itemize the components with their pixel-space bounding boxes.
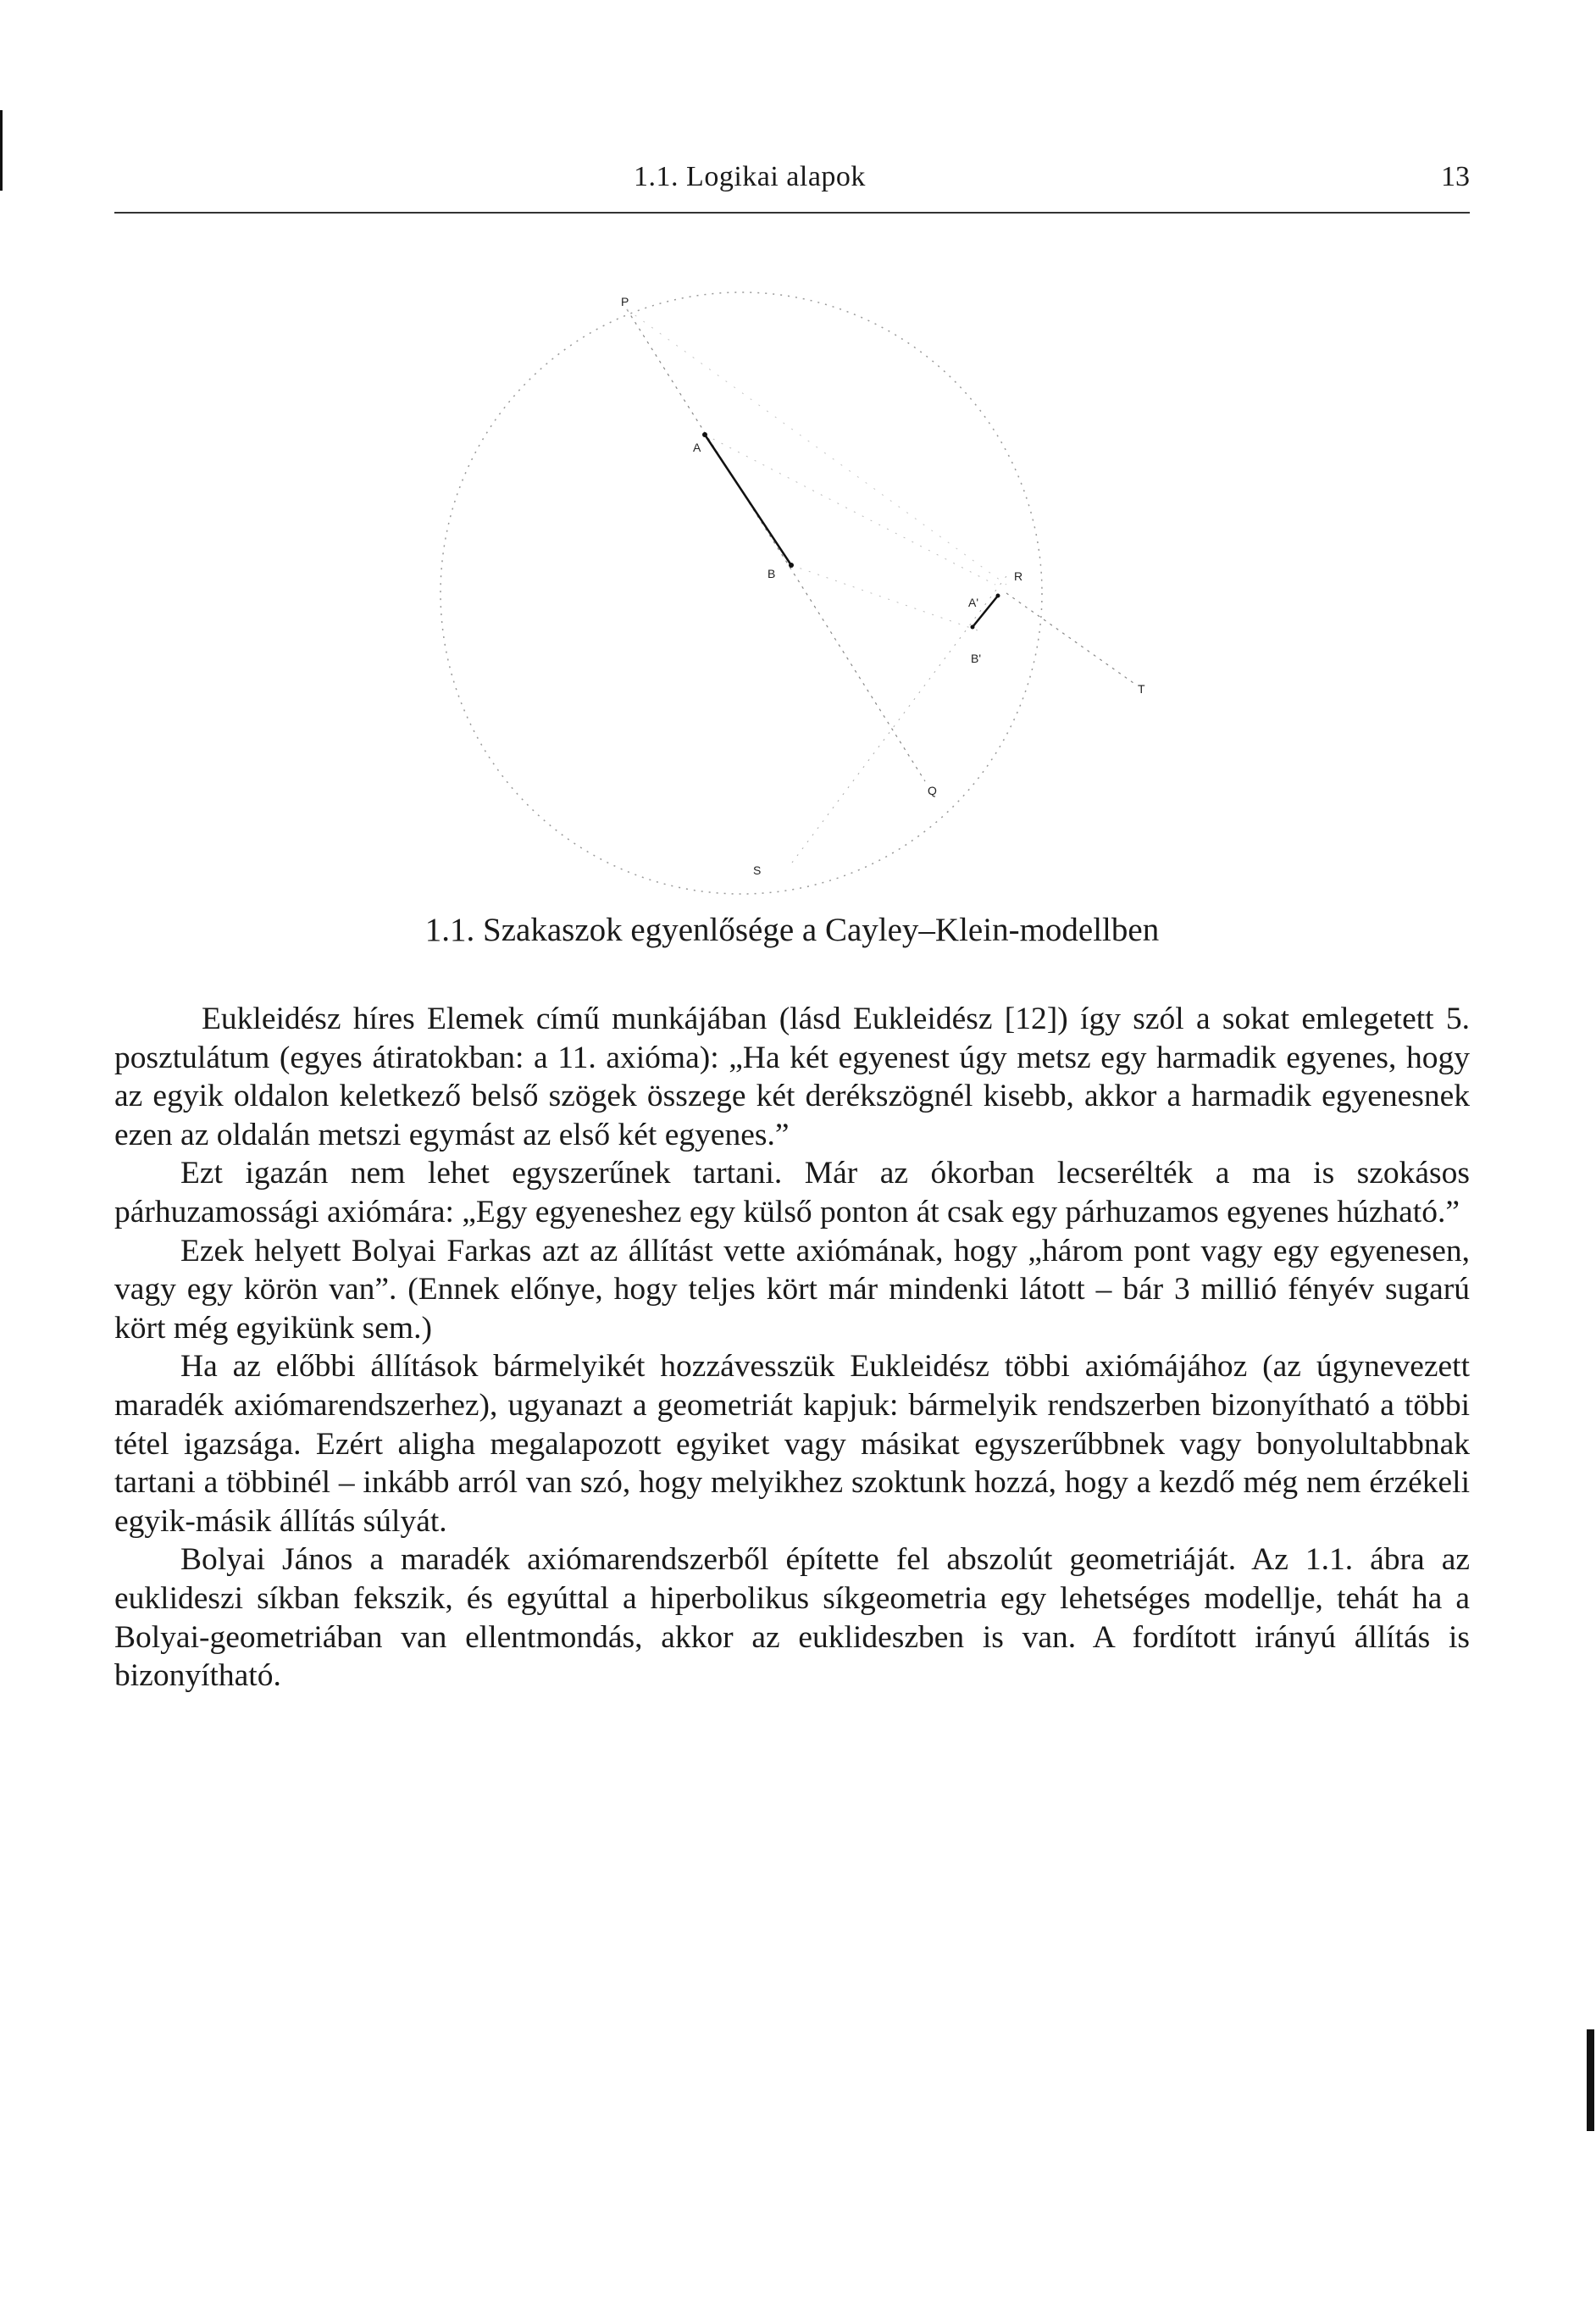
label-a: A [693,441,701,454]
point-b [789,563,794,568]
absolute-circle [441,292,1042,894]
scan-edge-mark-right [1587,2029,1594,2131]
point-a [702,432,707,437]
helper-line-2 [791,565,983,632]
point-b-prime [971,625,975,630]
line-p-q [627,309,925,781]
cayley-klein-figure [0,0,1596,932]
point-a-prime [996,594,1000,598]
label-b-prime: B' [971,652,982,665]
page-number: 13 [1441,161,1470,192]
paragraph-5: Bolyai János a maradék axiómarendszerből építette fel abszolút geometriáját. Az 1.1. ábra az euklideszi síkban fekszik, és egyúttal a hiperbolikus síkgeometria egy lehetséges modellje, tehát ha a Bolyai-geometriában van ellentmondás, akkor az euklideszben is van. A fordított irányú állítás is bizonyítható. [114,1542,1470,1694]
figure-caption: 1.1. Szakaszok egyenlősége a Cayley–Klein-modellben [424,912,1160,948]
helper-line-3 [627,309,1006,585]
label-t: T [1138,682,1145,696]
label-s: S [753,863,762,877]
body-text [114,1000,1470,1696]
label-r: R [1014,569,1023,583]
paragraph-1: Eukleidész híres Elemek című munkájában (lásd Eukleidész [12]) így szól a sokat emlegetett 5. posztulátum (egyes átiratokban: a 11. axióma): „Ha két egyenest úgy metsz egy harmadik egyenes, hogy az egyik oldalon keletkező belső szögek összege két derékszögnél kisebb, akkor a harmadik egyenesnek ezen az oldalán metszi egymást az első két egyenes.” [114,1002,1470,1152]
helper-line-1 [705,435,995,585]
line-s-r [792,576,1006,863]
segment-ab [705,435,791,565]
section-title: 1.1. Logikai alapok [634,161,866,192]
label-b: B [768,567,776,580]
label-q: Q [928,784,937,797]
paragraph-4: Ha az előbbi állítások bármelyikét hozzávesszük Eukleidész többi axiómájához (az úgynevezett maradék axiómarendszerhez), ugyanazt a geometriát kapjuk: bármelyik rendszerben bizonyítható a többi tétel igazsága. Ezért aligha megalapozott egyiket vagy másikat egyszerűbbnek vagy bonyolultabbnak tartani a többinél – inkább arról van szó, hogy melyikhez szoktunk hozzá, hogy a kezdő még nem érzékeli egyik-másik állítás súlyát. [114,1349,1470,1539]
paragraph-2: Ezt igazán nem lehet egyszerűnek tartani. Már az ókorban lecserélték a ma is szokásos párhuzamossági axiómára: „Egy egyeneshez egy külső ponton át csak egy párhuzamos egyenes húzható.” [114,1156,1470,1229]
label-p: P [621,295,629,308]
line-r-t [1006,593,1133,683]
label-a-prime: A' [968,596,979,609]
paragraph-3: Ezek helyett Bolyai Farkas azt az állítást vette axiómának, hogy „három pont vagy egy egyenesen, vagy egy körön van”. (Ennek előnye, hogy teljes kört már mindenki látott – bár 3 millió fényév sugarú kört még egyikünk sem.) [114,1233,1470,1346]
